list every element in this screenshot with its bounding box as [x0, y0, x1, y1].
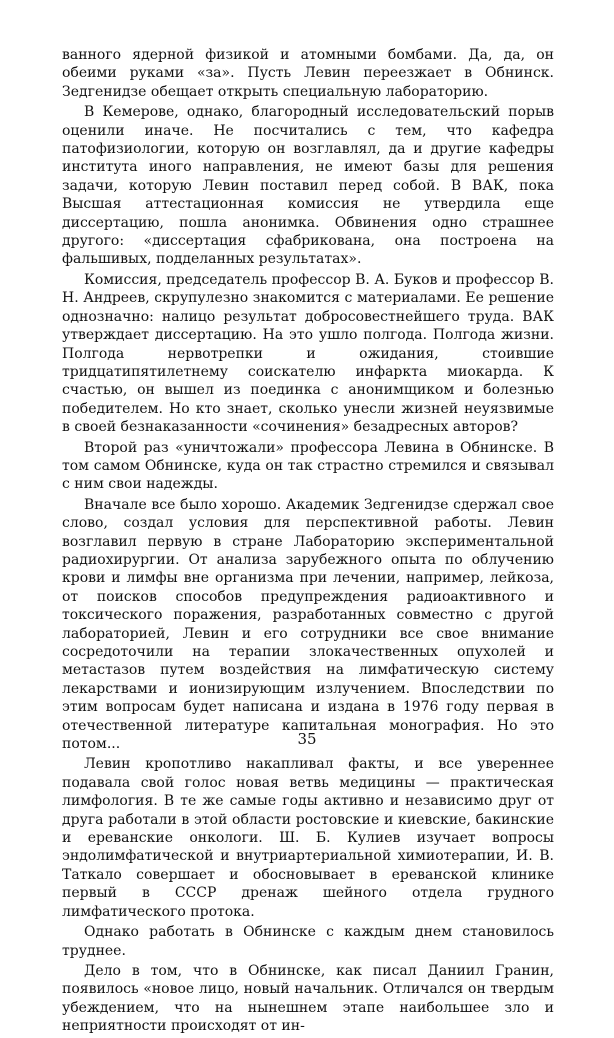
- paragraph-5: Вначале все было хорошо. Академик Зедгенидзе сдержал свое слово, создал условия для перспективной работы. Левин возглавил первую в стране Лабораторию экспериментальной радиохирургии. От анализа зарубежного опыта по облучению крови и лимфы вне организма при лечении, например, лейкоза, от поисков способов предупреждения радиоактивного и токсического поражения, разработанных совместно с другой лабораторией, Левин и его сотрудники все свое внимание сосредоточили на терапии злокачественных опухолей и метастазов путем воздействия на лимфатическую систему лекарствами и ионизирующим излучением. Впоследствии по этим вопросам будет написана и издана в 1976 году первая в отечественной литературе капитальная монография. Но это потом...: [62, 496, 554, 753]
- paragraph-4: Второй раз «уничтожали» профессора Левина в Обнинске. В том самом Обнинске, куда он так страстно стремился и связывал с ним свои надежды.: [62, 439, 554, 493]
- paragraph-8: Дело в том, что в Обнинске, как писал Даниил Гранин, появилось «новое лицо, новый начальник. Отличался он твердым убеждением, что на нынешнем этапе наибольшее зло и неприятности происходят от ин-: [62, 962, 554, 1035]
- paragraph-3: Комиссия, председатель профессор В. А. Буков и профессор В. Н. Андреев, скрупулезно знакомится с материалами. Ее решение однозначно: налицо результат добросовестнейшего труда. ВАК утверждает диссертацию. На это ушло полгода. Полгода жизни. Полгода нервотрепки и ожидания, стоившие тридцатипятилетнему соискателю инфаркта миокарда. К счастью, он вышел из поединка с анонимщиком и болезнью победителем. Но кто знает, сколько унесли жизней неуязвимые в своей безнаказанности «сочинения» безадресных авторов?: [62, 271, 554, 436]
- paragraph-2: В Кемерове, однако, благородный исследовательский порыв оценили иначе. Не посчитались с тем, что кафедра патофизиологии, которую он возглавлял, да и другие кафедры института иного направления, не имеют базы для решения задачи, которую Левин поставил перед собой. В ВАК, пока Высшая аттестационная комиссия не утвердила еще диссертацию, пошла анонимка. Обвинения одно страшнее другого: «диссертация сфабрикована, она построена на фальшивых, подделанных результатах».: [62, 104, 554, 268]
- paragraph-7: Однако работать в Обнинске с каждым днем становилось труднее.: [62, 924, 554, 959]
- paragraph-1: ванного ядерной физикой и атомными бомбами. Да, да, он обеими руками «за». Пусть Левин переезжает в Обнинск. Зедгенидзе обещает открыть специальную лабораторию.: [62, 47, 554, 100]
- paragraph-6: Левин кропотливо накапливал факты, и все увереннее подавала свой голос новая ветвь медицины — практическая лимфология. В те же самые годы активно и независимо друг от друга работали в этой области ростовские и киевские, бакинские и ереванские онкологи. Ш. Б. Кулиев изучает вопросы эндолимфатической и внутриартериальной химиотерапии, И. В. Таткало совершает и обосновывает в ереванской клинике первый в СССР дренаж шейного отдела грудного лимфатического протока.: [62, 756, 554, 920]
- page-number: 35: [297, 730, 317, 748]
- page-text: [62, 46, 554, 1038]
